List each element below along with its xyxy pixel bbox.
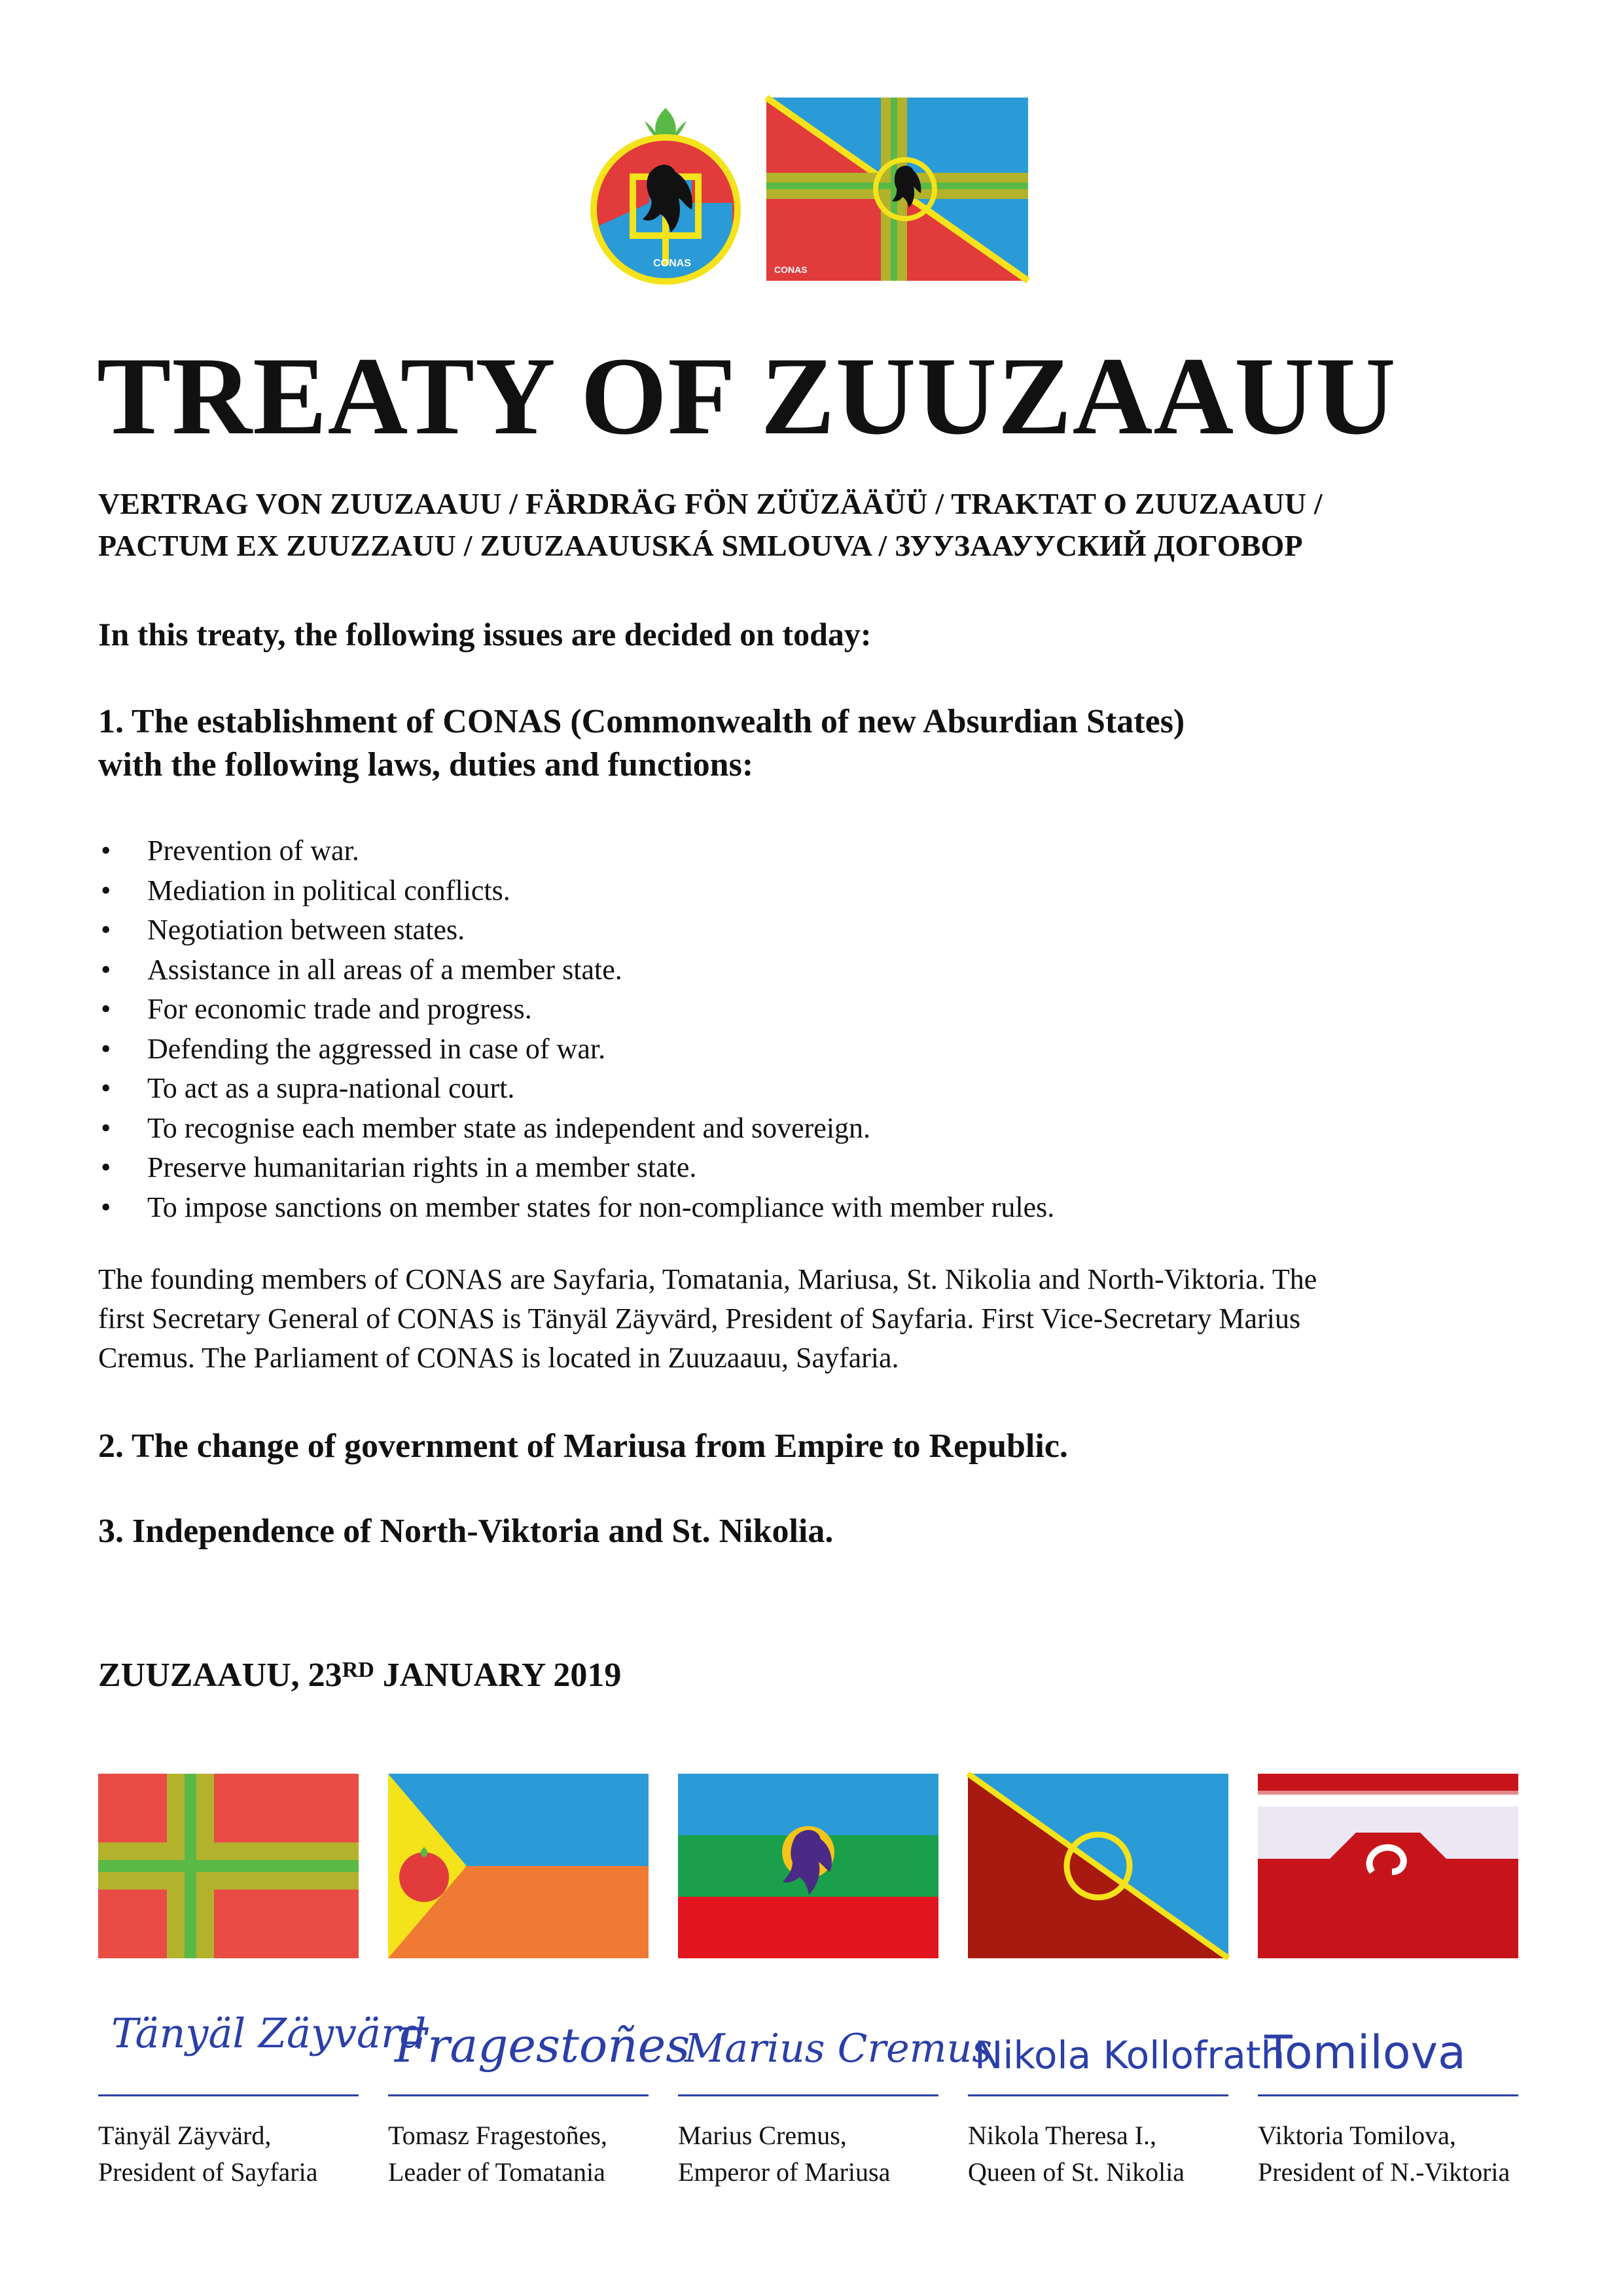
signature-line — [98, 2094, 359, 2096]
signatures — [0, 1990, 1623, 2108]
treaty-date — [98, 1656, 621, 1695]
list-item-text: To recognise each member state as independent and sovereign. — [147, 1111, 871, 1144]
date-day: ZUUZAAUU, 23 — [98, 1657, 342, 1694]
signatory-name: Tänyäl Zäyvärd, — [98, 2121, 272, 2150]
list-item — [98, 871, 1054, 911]
functions-list — [98, 831, 1054, 1227]
paragraph-line: first Secretary General of CONAS is Tänyäl Zäyvärd, President of Sayfaria. First Vice-Secretary Marius — [98, 1302, 1301, 1335]
date-month-year: JANUARY 2019 — [374, 1657, 622, 1694]
list-item-text: For economic trade and progress. — [147, 993, 532, 1025]
signatory — [388, 2117, 663, 2191]
bullet-icon: • — [101, 1072, 111, 1104]
signature-text: Marius Cremus — [685, 2026, 993, 2072]
mariusa-flag-icon — [678, 1774, 938, 1958]
list-item-text: To impose sanctions on member states for non-compliance with member rules. — [147, 1191, 1055, 1223]
bullet-icon: • — [101, 993, 111, 1025]
signature-line — [678, 2094, 938, 2096]
list-item — [98, 1030, 1054, 1069]
bullet-icon: • — [101, 953, 111, 986]
list-item — [98, 990, 1054, 1030]
bullet-icon: • — [101, 874, 111, 906]
translated-titles — [98, 483, 1538, 567]
paragraph-line: Cremus. The Parliament of CONAS is located in Zuuzaauu, Sayfaria. — [98, 1342, 899, 1374]
list-item-text: Negotiation between states. — [147, 914, 465, 946]
signatory-role: Leader of Tomatania — [388, 2157, 605, 2187]
signatory-role: President of Sayfaria — [98, 2157, 318, 2187]
signature-line — [388, 2094, 649, 2096]
emblem-label: CONAS — [653, 258, 691, 269]
signature-image — [1258, 1990, 1518, 2108]
translated-titles-line: PACTUM EX ZUUZZAUU / ZUUZAAUUSKÁ SMLOUVA / ЗУУЗААУУСКИЙ ДОГОВОР — [98, 529, 1303, 562]
signatory — [678, 2117, 953, 2191]
signature-line — [1258, 2094, 1518, 2096]
header-emblems — [0, 95, 1623, 291]
list-item — [98, 1069, 1054, 1109]
section-1-heading-line: with the following laws, duties and functions: — [98, 746, 754, 783]
translated-titles-line: VERTRAG VON ZUUZAAUU / FÄRDRÄG FÖN ZÜÜZÄÄÜÜ / TRAKTAT O ZUUZAAUU / — [98, 487, 1323, 520]
list-item-text: Preserve humanitarian rights in a member state. — [147, 1151, 697, 1183]
bullet-icon: • — [101, 914, 111, 946]
signature-text: Tomilova — [1264, 2026, 1466, 2079]
list-item-text: Prevention of war. — [147, 834, 359, 867]
tomatania-flag-icon — [388, 1774, 649, 1958]
section-2-heading: 2. The change of government of Mariusa from Empire to Republic. — [98, 1427, 1068, 1465]
list-item — [98, 950, 1054, 990]
bullet-icon: • — [101, 1191, 111, 1223]
list-item — [98, 1109, 1054, 1149]
signatory-role: President of N.-Viktoria — [1258, 2157, 1510, 2187]
signatory-role: Emperor of Mariusa — [678, 2157, 891, 2187]
signature-line — [968, 2094, 1228, 2096]
signature-image — [388, 1990, 690, 2108]
date-ordinal: RD — [342, 1658, 374, 1682]
st-nikolia-flag-icon — [968, 1774, 1228, 1958]
document-title: TREATY OF ZUUZAAUU — [97, 334, 1397, 457]
bullet-icon: • — [101, 1111, 111, 1144]
signatory — [1258, 2117, 1533, 2191]
signatory-name: Marius Cremus, — [678, 2121, 847, 2150]
list-item — [98, 910, 1054, 950]
paragraph-line: The founding members of CONAS are Sayfaria, Tomatania, Mariusa, St. Nikolia and North-Viktoria. The — [98, 1263, 1317, 1295]
list-item — [98, 831, 1054, 871]
signature-image — [968, 1990, 1285, 2108]
list-item — [98, 1148, 1054, 1188]
section-1-heading — [98, 700, 1185, 787]
list-item — [98, 1188, 1054, 1228]
bullet-icon: • — [101, 834, 111, 867]
bullet-icon: • — [101, 1032, 111, 1065]
signatory — [968, 2117, 1243, 2191]
signatory-name: Viktoria Tomilova, — [1258, 2121, 1456, 2150]
signature-text: Nikola Kollofrath — [974, 2033, 1285, 2077]
signatory-role: Queen of St. Nikolia — [968, 2157, 1185, 2187]
signature-text: Fragestoñes — [395, 2018, 690, 2073]
founding-members-paragraph — [98, 1260, 1538, 1378]
section-1-heading-line: 1. The establishment of CONAS (Commonwealth of new Absurdian States) — [98, 703, 1185, 740]
list-item-text: To act as a supra-national court. — [147, 1072, 515, 1104]
signatory-name: Nikola Theresa I., — [968, 2121, 1157, 2150]
conas-flag-icon — [766, 98, 1028, 281]
conas-emblem-icon — [587, 95, 744, 291]
member-flags — [0, 1774, 1623, 1970]
signature-image — [98, 1990, 427, 2108]
signature-image — [678, 1990, 993, 2108]
intro-text: In this treaty, the following issues are decided on today: — [98, 616, 872, 653]
signatory — [98, 2117, 373, 2191]
section-3-heading: 3. Independence of North-Viktoria and St. Nikolia. — [98, 1513, 834, 1550]
sayfaria-flag-icon — [98, 1774, 359, 1958]
signature-text: Tänyäl Zäyvärd — [111, 2009, 427, 2057]
flag-label: CONAS — [774, 264, 808, 275]
list-item-text: Assistance in all areas of a member state. — [147, 953, 622, 986]
signatory-name: Tomasz Fragestoñes, — [388, 2121, 607, 2150]
bullet-icon: • — [101, 1151, 111, 1183]
list-item-text: Defending the aggressed in case of war. — [147, 1032, 606, 1065]
list-item-text: Mediation in political conflicts. — [147, 874, 510, 906]
north-viktoria-flag-icon — [1258, 1774, 1518, 1958]
